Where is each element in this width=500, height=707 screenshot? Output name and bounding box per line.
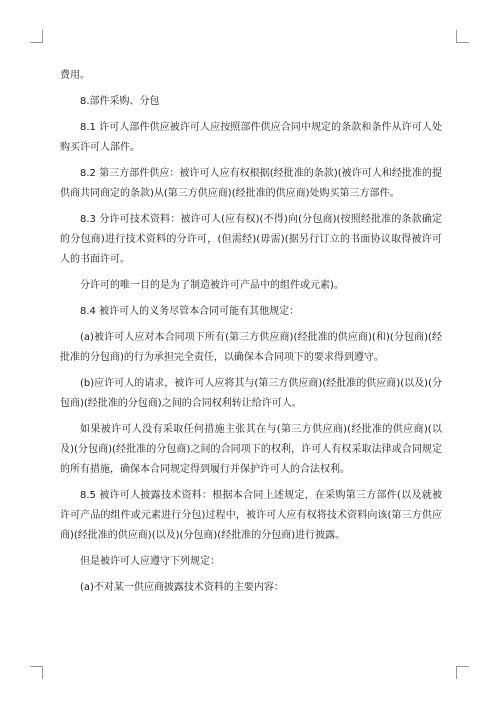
clause-8-4-remedy: 如果被许可人没有采取任何措施主张其在与(第三方供应商)(经批准的供应商)(以及)(分包商)(经批准的分包商)之间的合同项下的权利，许可人有权采取法律或合同规定的所有措施，确保本合同规定得到履行并保护许可人的合法权利。 <box>60 424 442 475</box>
clause-8-5-a: (a)不对某一供应商披露技术资料的主要内容： <box>80 582 284 593</box>
clause-8-4: 8.4 被许可人的义务尽管本合同可能有其他规定： <box>80 306 300 317</box>
crop-mark-top-left <box>30 30 43 43</box>
clause-8-1: 8.1 许可人部件供应被许可人应按照部件供应合同中规定的条款和条件从许可人处购买许可人部件。 <box>60 122 442 153</box>
clause-8-5: 8.5 被许可人披露技术资料：根据本合同上述规定，在采购第三方部件(以及就被许可产品的组件或元素进行分包)过程中，被许可人应有权将技术资料向该(第三方供应商)(经批准的供应商)(以及)(分包商)(经批准的分包商)进行披露。 <box>60 490 442 541</box>
crop-mark-bottom-right <box>456 666 469 679</box>
clause-8-3-purpose: 分许可的唯一目的是为了制造被许可产品中的组件或元素)。 <box>80 280 344 291</box>
section-heading-8: 8.部件采购、分包 <box>80 96 160 107</box>
crop-mark-bottom-left <box>30 666 43 679</box>
clause-8-4-b: (b)应许可人的请求，被许可人应将其与(第三方供应商)(经批准的供应商)(以及)(分包商)(经批准的分包商)之间的合同权利转让给许可人。 <box>60 378 442 409</box>
clause-8-5-condition: 但是被许可人应遵守下列规定： <box>80 556 220 567</box>
document-body <box>60 66 442 604</box>
crop-mark-top-right <box>456 30 469 43</box>
clause-8-2: 8.2 第三方部件供应：被许可人应有权根据(经批准的条款)(被许可人和经批准的提供商共同商定的条款)从(第三方供应商)(经批准的供应商)处购买第三方部件。 <box>60 168 442 199</box>
clause-8-3: 8.3 分许可技术资料：被许可人(应有权)(不得)向(分包商)(按照经批准的条款确定的分包商)进行技术资料的分许可，(但需经)(毋需)(据另行订立的书面协议取得被许可人的书面许可。 <box>60 214 442 265</box>
paragraph-continuation: 费用。 <box>60 70 90 81</box>
clause-8-4-a: (a)被许可人应对本合同项下所有(第三方供应商)(经批准的供应商)(和)(分包商)(经批准的分包商)的行为承担完全责任，以确保本合同项下的要求得到遵守。 <box>60 332 442 363</box>
